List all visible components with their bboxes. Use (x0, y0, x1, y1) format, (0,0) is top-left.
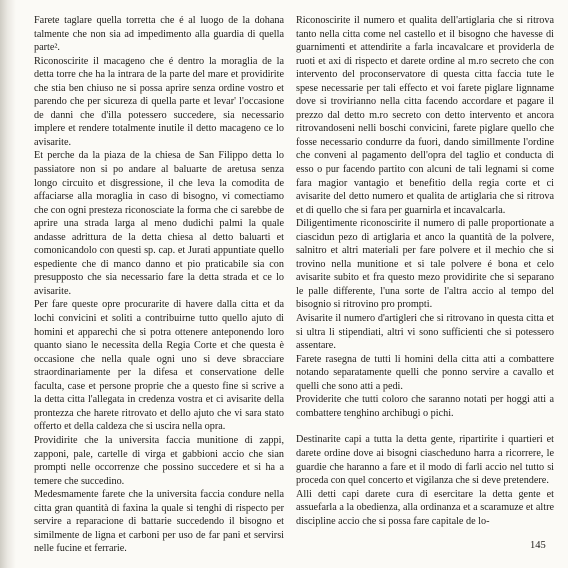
paragraph-faxina: Medesmamente farete che la universita faccia condure nella citta gran quantità di faxina la quale si tenghi di rispecto per servire a reparacione di battarie succedendo il bisogno et similmente de ligna et carboni per uso de far pani et servirsi nelle fucine et ferrarie. (34, 489, 284, 555)
paragraph-esercitare: Alli detti capi darete cura di esercitare la detta gente et assuefarla a la obedienza, alla ordinanza et a scaramuze et altre discipline accio che si possa fare capitale de lo- (296, 488, 554, 527)
left-column (34, 14, 284, 556)
paragraph-torretta: Farete taglare quella torretta che é al luogo de la dohana talmente che non sia ad impedimento alla guardia di quella parte². (34, 15, 284, 54)
paragraph-artiglaria: Riconoscirite il numero et qualita dell'artiglaria che si ritrova tanto nella citta come nel castello et il bisogno che havesse di guarnimenti et attendirite a farla incavalcare et providerla de ruoti et axi di rispecto et darete ordine al m.ro secreto che con intervento del proconservatore di questa citta faccia tute le spese necessarie per tali effecto et voi farete piglare lignname dove si trovirianno nella citta facendo accordare et pagare il prezzo dal detto m.ro secreto con detto intervento et ancora ritrovandoseni nelli boschi convicini, farete piglare quello che fosse necessario condurre da fuori, dando simillmente l'ordine che conveni al pagamento dell'opra del taglio et conducta di esso o pur facendo partito con alcuni de tali legnami si come fara magior vantagio et benefitio della regia corte et ci avisarite del detto numero et qualita de artiglaria che si ritrova et di quello che si fara per guarnirla et incavalcarla. (296, 15, 554, 216)
paragraph-palle: Diligentimente riconoscirite il numero di palle proportionate a ciascidun pezo di artiglaria et anco la quantità de la polvere, salnitro et altri materiali per fare polvere et il mechio che si trovino nella munitione et si tale polvere é bona et celo avisarite subito et fra questo mezo providirite che si separano le palle differente, l'una sorte de l'altra accio al tempo del bisognio si ritrovino pro prompti. (296, 218, 554, 311)
paragraph-san-filippo: Et perche da la piaza de la chiesa de San Filippo detta lo passiatore non si po andare al baluarte de aretusa senza longo circuito et disgressione, il che leva la comodita de affaciarse alla moraglia in caso di bisogno, vi comectiamo che con ogni presteza riconosciate la forma che ci sarebbe de aprire una strada larga al meno dudichi palmi la quale andasse adrittura de la detta chiesa al detto baluarti et comonicandolo con questi sp. cap. et Jurati appuntiate quello espediente che di manco danno et pio praticabile sia con presupposto che sia necessario fare la detta strada et ce lo avisarite. (34, 150, 284, 297)
paragraph-gap (296, 420, 554, 433)
paragraph-artigleri: Avisarite il numero d'artigleri che si ritrovano in questa citta et si ultra li stipendiati, altri vi sono sufficienti che si potessero assentare. (296, 313, 554, 352)
page-number: 145 (530, 540, 546, 551)
paragraph-opre: Per fare queste opre procurarite di havere dalla citta et da lochi convicini et soliti a contribuirne tutto quello ajuto di homini et apparechi che si potra ottenere anteponendo loro quanto siano le necessita della Regia Corte et che questa è occasione che nella quale ogni uno si deve sbracciare straordinariamente per la difesa et conservatione delle faculta, case et persone proprie che a questo fine si scrive a la detta citta l'allegata in credenza vostra et ci avisarite della prontezza che harete ritrovato et dello ajuto che vi sara stato offerto et della caldeza che si uscira nella opra. (34, 299, 284, 433)
paragraph-archibugi: Providerite che tutti coloro che saranno notati per hoggi atti a combattere tenghino archibugi o pichi. (296, 394, 554, 419)
paragraph-macageno: Riconoscirite il macageno che é dentro la moraglia de la detta torre che ha la intrara de la parte del mare et providirite che stia ben chiuso ne si possa aprire senza ordine vostro et parendo che per sicureza di quella parte et levar' l'occasione de danni che d'illa potessero succedere, sia necessario implere et rendere totalmente inutile il detto macageno ce lo avisarite. (34, 55, 284, 148)
paragraph-rasegna: Farete rasegna de tutti li homini della citta atti a combattere notando separatamente quelli che ponno servire a cavallo et quelli che sono atti a pedi. (296, 353, 554, 392)
right-column (296, 14, 554, 528)
paragraph-capi: Destinarite capi a tutta la detta gente, ripartirite i quartieri et darete ordine dove ai bisogni ciascheduno harra a ricorrere, le guardie che haranno a fare et il modo di farli accio nel tutto si proceda con quel concerto et vigilanza che si deve pretendere. (296, 434, 554, 487)
book-gutter-shadow (0, 0, 16, 568)
paragraph-munitione: Providirite che la universita faccia munitione di zappi, zapponi, pale, cartelle di virga et gabbioni accio che sian prompti nelle occorrenze che possino succedere et si ha a temere che succedino. (34, 434, 284, 487)
